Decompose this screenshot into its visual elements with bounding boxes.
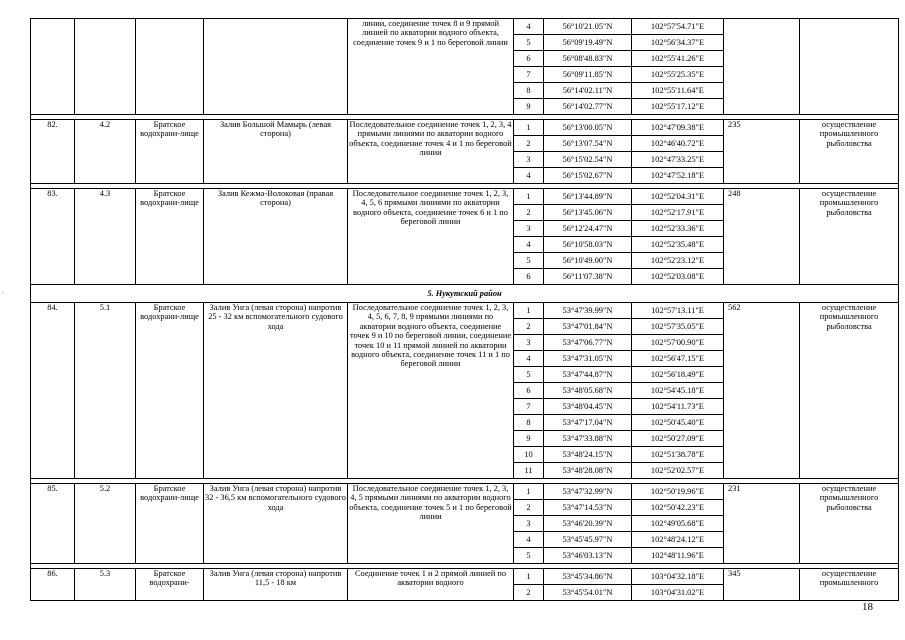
point-number: 1 <box>514 484 544 500</box>
latitude: 53°48'05.68"N <box>544 383 632 399</box>
longitude: 102°50'27.09"E <box>632 431 724 447</box>
longitude: 102°54'45.18"E <box>632 383 724 399</box>
longitude: 102°55'17.12"E <box>632 99 724 115</box>
longitude: 102°47'33.25"E <box>632 152 724 168</box>
longitude: 102°56'18.49"E <box>632 367 724 383</box>
point-number: 8 <box>514 415 544 431</box>
point-number: 2 <box>514 500 544 516</box>
area-size: 248 <box>724 189 800 285</box>
point-number: 2 <box>514 136 544 152</box>
row-number: 82. <box>31 120 75 184</box>
longitude: 102°48'11.96"E <box>632 548 724 564</box>
longitude: 102°52'02.57"E <box>632 463 724 479</box>
point-number: 9 <box>514 99 544 115</box>
point-number: 3 <box>514 516 544 532</box>
purpose <box>800 19 899 115</box>
table-row <box>31 120 899 136</box>
area-location <box>204 19 348 115</box>
section-title: 5. Нукутский район <box>31 285 899 303</box>
table-body <box>31 19 899 601</box>
longitude: 102°57'13.11"E <box>632 303 724 319</box>
purpose: осуществление промышленного рыболовства <box>800 484 899 564</box>
latitude: 53°48'24.15"N <box>544 447 632 463</box>
point-number: 3 <box>514 221 544 237</box>
latitude: 53°45'54.01"N <box>544 585 632 601</box>
latitude: 53°47'14.53"N <box>544 500 632 516</box>
area-size: 562 <box>724 303 800 479</box>
longitude: 103°04'31.02"E <box>632 585 724 601</box>
boundary-description: Последовательное соединение точек 1, 2, 3, 4, 5, 6, 7, 8, 9 прямыми линиями по акватории водного объекта, соединение точек 9 и 10 по береговой линии, соединение точек 10 и 11 прямой линией по акватории водного объекта, соединение точек 11 и 1 по береговой линии <box>348 303 514 479</box>
subsection-number: 4.3 <box>75 189 136 285</box>
longitude: 102°50'42.23"E <box>632 500 724 516</box>
point-number: 2 <box>514 585 544 601</box>
latitude: 56°09'19.49"N <box>544 35 632 51</box>
point-number: 3 <box>514 335 544 351</box>
latitude: 56°13'00.05"N <box>544 120 632 136</box>
longitude: 103°04'32.18"E <box>632 569 724 585</box>
point-number: 6 <box>514 269 544 285</box>
point-number: 4 <box>514 19 544 35</box>
point-number: 2 <box>514 319 544 335</box>
point-number: 4 <box>514 532 544 548</box>
latitude: 53°47'01.84"N <box>544 319 632 335</box>
latitude: 56°09'11.85"N <box>544 67 632 83</box>
point-number: 1 <box>514 189 544 205</box>
area-location: Залив Унга (левая сторона) напротив 25 - 32 км вспомогательного судового хода <box>204 303 348 479</box>
reservoir-name: Братское водохрани- <box>136 569 204 601</box>
row-number: 83. <box>31 189 75 285</box>
longitude: 102°46'40.72"E <box>632 136 724 152</box>
latitude: 56°08'48.83"N <box>544 51 632 67</box>
longitude: 102°50'19.96"E <box>632 484 724 500</box>
row-number: 86. <box>31 569 75 601</box>
point-number: 7 <box>514 67 544 83</box>
latitude: 56°15'02.54"N <box>544 152 632 168</box>
latitude: 56°13'44.89"N <box>544 189 632 205</box>
longitude: 102°55'41.26"E <box>632 51 724 67</box>
latitude: 53°47'32.99"N <box>544 484 632 500</box>
latitude: 56°14'02.11"N <box>544 83 632 99</box>
longitude: 102°52'17.91"E <box>632 205 724 221</box>
area-location: Залив Унга (левая сторона) напротив 32 - 36,5 км вспомогательного судового хода <box>204 484 348 564</box>
latitude: 56°10'49.00"N <box>544 253 632 269</box>
latitude: 53°47'39.99"N <box>544 303 632 319</box>
latitude: 53°45'34.86"N <box>544 569 632 585</box>
area-location: Залив Большой Мамырь (левая сторона) <box>204 120 348 184</box>
point-number: 5 <box>514 548 544 564</box>
row-number: 85. <box>31 484 75 564</box>
point-number: 6 <box>514 51 544 67</box>
latitude: 53°47'33.88"N <box>544 431 632 447</box>
purpose: осуществление промышленного рыболовства <box>800 303 899 479</box>
longitude: 102°55'11.64"E <box>632 83 724 99</box>
longitude: 102°49'05.68"E <box>632 516 724 532</box>
latitude: 53°47'06.77"N <box>544 335 632 351</box>
area-size: 345 <box>724 569 800 601</box>
longitude: 102°57'35.05"E <box>632 319 724 335</box>
latitude: 56°13'45.06"N <box>544 205 632 221</box>
latitude: 53°46'03.13"N <box>544 548 632 564</box>
longitude: 102°50'45.40"E <box>632 415 724 431</box>
latitude: 56°13'07.54"N <box>544 136 632 152</box>
reservoir-name: Братское водохрани-лище <box>136 120 204 184</box>
table-row <box>31 484 899 500</box>
longitude: 102°55'25.35"E <box>632 67 724 83</box>
point-number: 10 <box>514 447 544 463</box>
boundary-description: Последовательное соединение точек 1, 2, 3, 4, 5 прямыми линиями по акватории водного объекта, соединение точек 5 и 1 по береговой линии <box>348 484 514 564</box>
subsection-number <box>75 19 136 115</box>
longitude: 102°52'23.12"E <box>632 253 724 269</box>
table-row <box>31 303 899 319</box>
longitude: 102°56'34.37"E <box>632 35 724 51</box>
fishing-areas-table <box>30 18 899 601</box>
point-number: 1 <box>514 303 544 319</box>
point-number: 5 <box>514 253 544 269</box>
longitude: 102°52'35.48"E <box>632 237 724 253</box>
area-size: 235 <box>724 120 800 184</box>
point-number: 4 <box>514 168 544 184</box>
longitude: 102°52'33.36"E <box>632 221 724 237</box>
point-number: 4 <box>514 237 544 253</box>
point-number: 4 <box>514 351 544 367</box>
scan-mark: . <box>2 286 4 295</box>
row-number <box>31 19 75 115</box>
latitude: 56°10'58.03"N <box>544 237 632 253</box>
point-number: 11 <box>514 463 544 479</box>
latitude: 56°12'24.47"N <box>544 221 632 237</box>
purpose: осуществление промышленного <box>800 569 899 601</box>
latitude: 53°47'31.05"N <box>544 351 632 367</box>
longitude: 102°57'54.71"E <box>632 19 724 35</box>
boundary-description: линии, соединение точек 8 и 9 прямой линией по акватории водного объекта, соединение точек 9 и 1 по береговой линии <box>348 19 514 115</box>
longitude: 102°47'09.38"E <box>632 120 724 136</box>
point-number: 8 <box>514 83 544 99</box>
purpose: осуществление промышленного рыболовства <box>800 189 899 285</box>
longitude: 102°52'04.31"E <box>632 189 724 205</box>
subsection-number: 5.1 <box>75 303 136 479</box>
boundary-description: Соединение точек 1 и 2 прямой линией по акватории водного <box>348 569 514 601</box>
subsection-number: 5.2 <box>75 484 136 564</box>
longitude: 102°51'38.78"E <box>632 447 724 463</box>
reservoir-name: Братское водохрани-лище <box>136 303 204 479</box>
longitude: 102°52'03.08"E <box>632 269 724 285</box>
latitude: 53°46'20.39"N <box>544 516 632 532</box>
point-number: 3 <box>514 152 544 168</box>
page-number: 18 <box>862 601 873 613</box>
table-row <box>31 19 899 35</box>
row-number: 84. <box>31 303 75 479</box>
latitude: 56°15'02.67"N <box>544 168 632 184</box>
point-number: 5 <box>514 367 544 383</box>
boundary-description: Последовательное соединение точек 1, 2, 3, 4 прямыми линиями по акватории водного объекта, соединение точек 4 и 1 по береговой линии <box>348 120 514 184</box>
latitude: 53°45'45.97"N <box>544 532 632 548</box>
subsection-number: 4.2 <box>75 120 136 184</box>
boundary-description: Последовательное соединение точек 1, 2, 3, 4, 5, 6 прямыми линиями по акватории водного объекта, соединение точек 6 и 1 по береговой линии <box>348 189 514 285</box>
table-row <box>31 569 899 585</box>
longitude: 102°56'47.15"E <box>632 351 724 367</box>
latitude: 56°10'21.05"N <box>544 19 632 35</box>
section-row <box>31 285 899 303</box>
longitude: 102°54'11.73"E <box>632 399 724 415</box>
latitude: 53°47'17.04"N <box>544 415 632 431</box>
reservoir-name <box>136 19 204 115</box>
point-number: 7 <box>514 399 544 415</box>
longitude: 102°47'52.18"E <box>632 168 724 184</box>
latitude: 53°48'28.08"N <box>544 463 632 479</box>
table-row <box>31 189 899 205</box>
area-location: Залив Кежма-Волоковая (правая сторона) <box>204 189 348 285</box>
point-number: 1 <box>514 120 544 136</box>
latitude: 56°11'07.38"N <box>544 269 632 285</box>
subsection-number: 5.3 <box>75 569 136 601</box>
longitude: 102°48'24.12"E <box>632 532 724 548</box>
reservoir-name: Братское водохрани-лище <box>136 484 204 564</box>
point-number: 5 <box>514 35 544 51</box>
latitude: 53°48'04.45"N <box>544 399 632 415</box>
longitude: 102°57'00.90"E <box>632 335 724 351</box>
point-number: 6 <box>514 383 544 399</box>
area-size <box>724 19 800 115</box>
reservoir-name: Братское водохрани-лище <box>136 189 204 285</box>
point-number: 2 <box>514 205 544 221</box>
latitude: 53°47'44.87"N <box>544 367 632 383</box>
area-size: 231 <box>724 484 800 564</box>
purpose: осуществление промышленного рыболовства <box>800 120 899 184</box>
area-location: Залив Унга (левая сторона) напротив 11,5 - 18 км <box>204 569 348 601</box>
point-number: 9 <box>514 431 544 447</box>
latitude: 56°14'02.77"N <box>544 99 632 115</box>
point-number: 1 <box>514 569 544 585</box>
